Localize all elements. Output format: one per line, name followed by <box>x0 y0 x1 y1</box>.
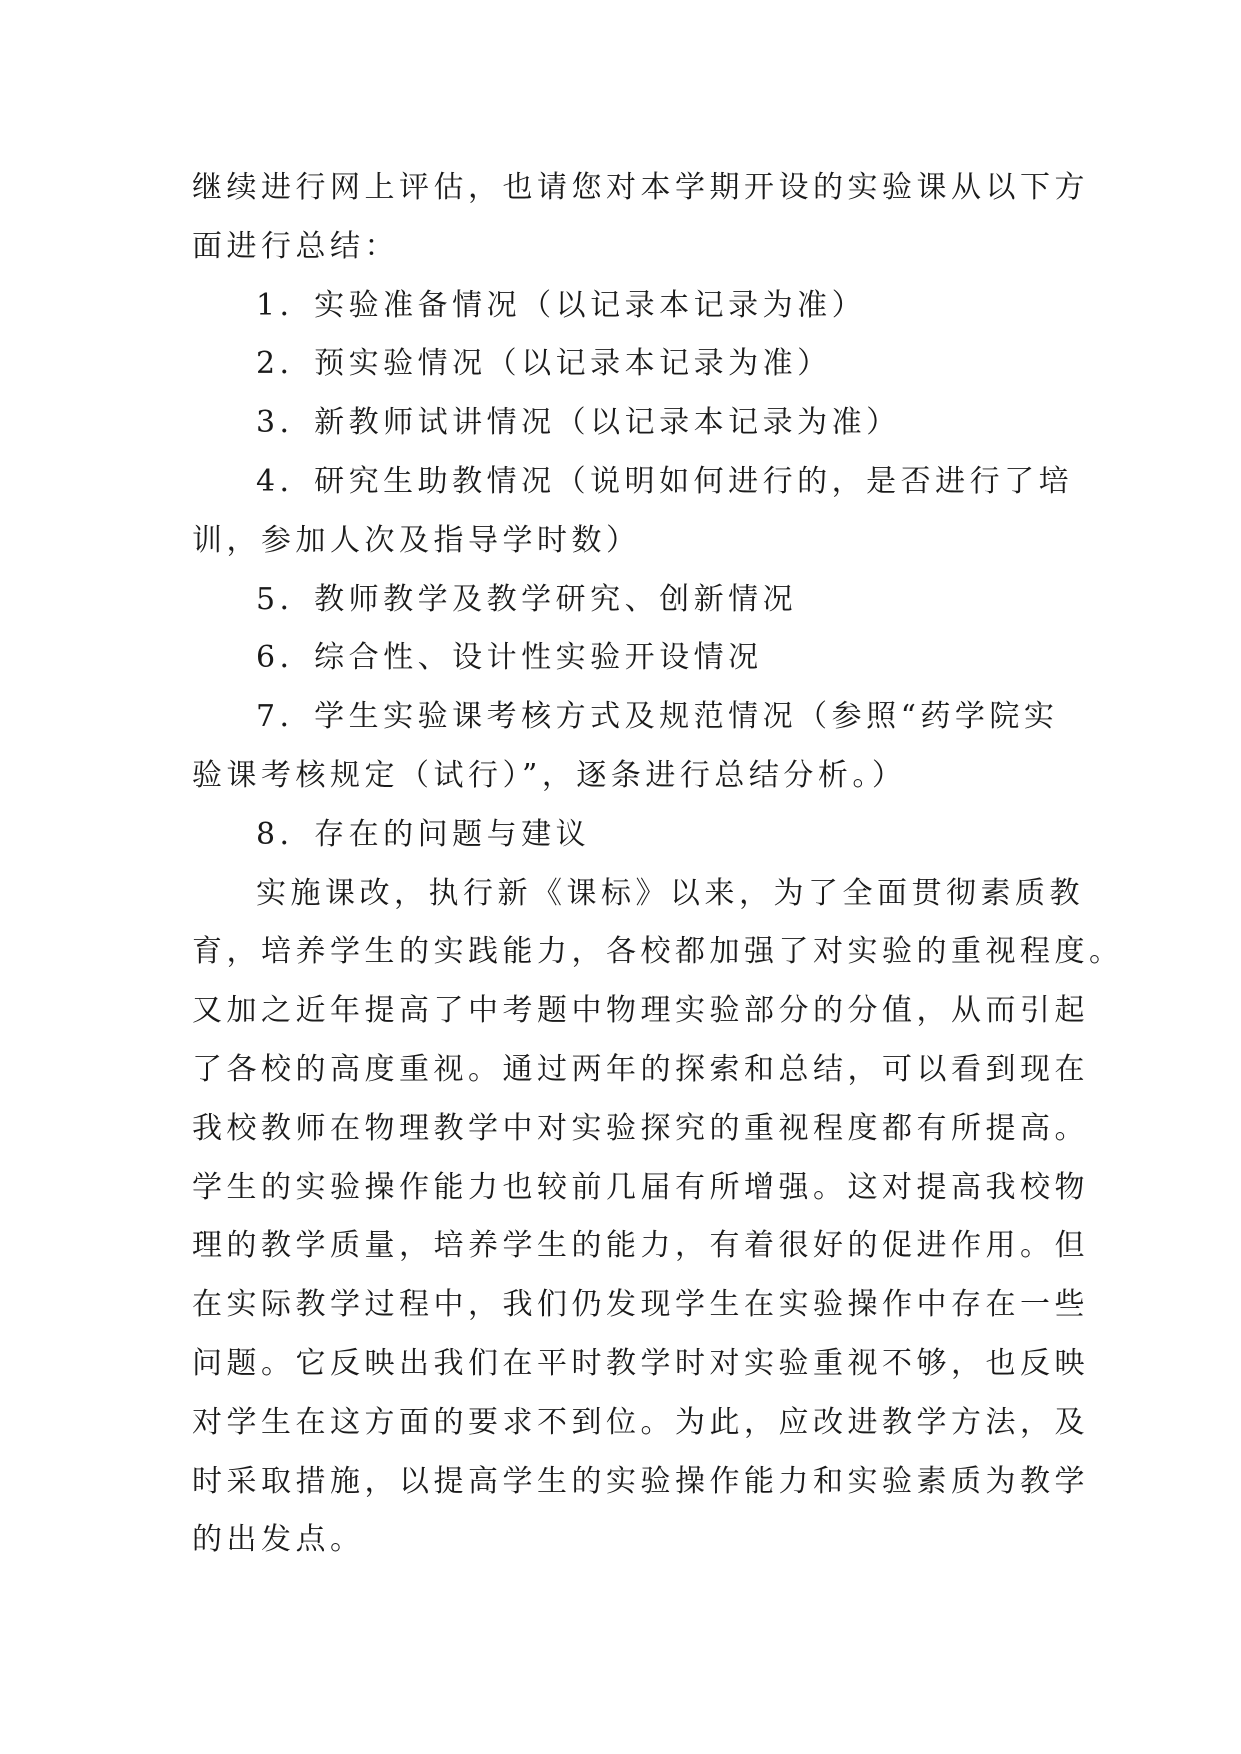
text-line: 时采取措施，以提高学生的实验操作能力和实验素质为教学 <box>192 1463 1089 1499</box>
text-line: 4．研究生助教情况（说明如何进行的，是否进行了培 <box>256 463 1074 499</box>
text-line: 了各校的高度重视。通过两年的探索和总结，可以看到现在 <box>192 1051 1089 1087</box>
text-line: 继续进行网上评估，也请您对本学期开设的实验课从以下方 <box>192 170 1089 205</box>
text-line: 面进行总结： <box>192 228 399 264</box>
text-line: 育，培养学生的实践能力，各校都加强了对实验的重视程度。 <box>192 934 1124 970</box>
text-line: 实施课改，执行新《课标》以来，为了全面贯彻素质教 <box>256 875 1084 911</box>
text-line: 我校教师在物理教学中对实验探究的重视程度都有所提高。 <box>192 1110 1089 1146</box>
text-line: 又加之近年提高了中考题中物理实验部分的分值，从而引起 <box>192 993 1089 1029</box>
text-line: 问题。它反映出我们在平时教学时对实验重视不够，也反映 <box>192 1345 1089 1381</box>
text-line: 1．实验准备情况（以记录本记录为准） <box>256 287 867 323</box>
text-line: 训，参加人次及指导学时数） <box>192 522 641 558</box>
text-line: 3．新教师试讲情况（以记录本记录为准） <box>256 405 901 441</box>
text-line: 8．存在的问题与建议 <box>256 816 591 852</box>
text-line: 对学生在这方面的要求不到位。为此，应改进教学方法，及 <box>192 1404 1089 1440</box>
text-line: 学生的实验操作能力也较前几届有所增强。这对提高我校物 <box>192 1169 1089 1205</box>
text-line: 6．综合性、设计性实验开设情况 <box>256 640 763 676</box>
text-line: 2．预实验情况（以记录本记录为准） <box>256 346 832 382</box>
text-line: 验课考核规定（试行）”，逐条进行总结分析。） <box>192 757 907 793</box>
text-line: 在实际教学过程中，我们仍发现学生在实验操作中存在一些 <box>192 1287 1089 1323</box>
text-line: 5．教师教学及教学研究、创新情况 <box>256 581 798 617</box>
text-line: 的出发点。 <box>192 1522 365 1558</box>
document-body <box>192 159 1124 1570</box>
text-line: 7．学生实验课考核方式及规范情况（参照“药学院实 <box>256 699 1059 735</box>
text-line: 理的教学质量，培养学生的能力，有着很好的促进作用。但 <box>192 1228 1089 1264</box>
